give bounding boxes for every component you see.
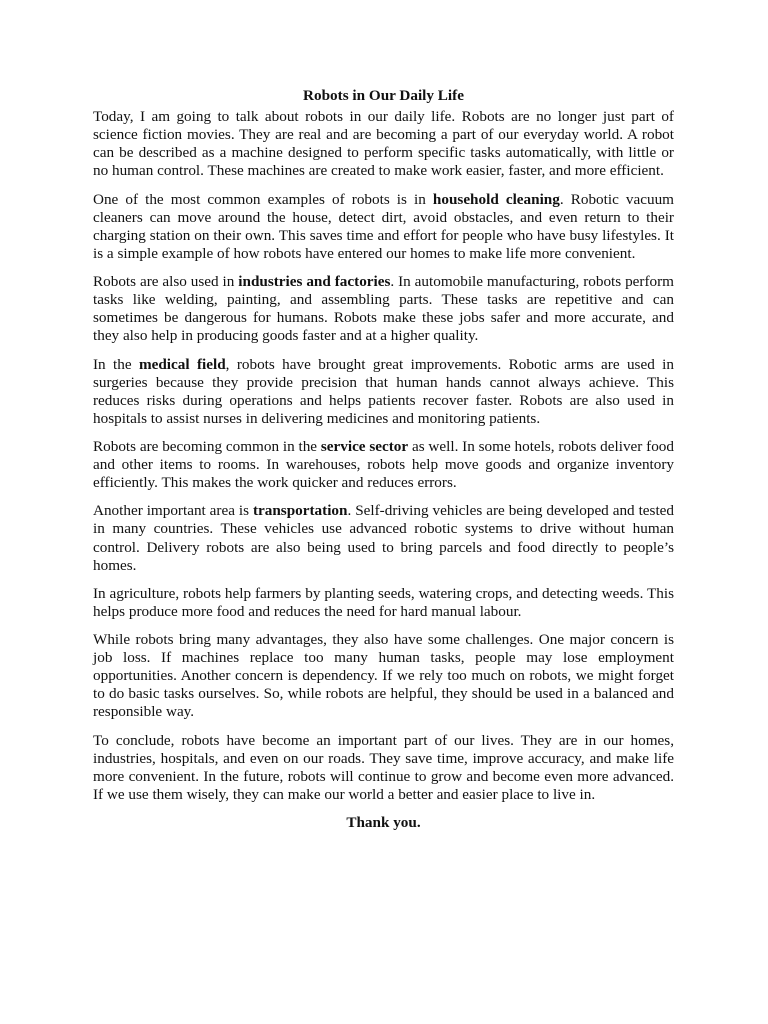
body-paragraph [93, 108, 674, 180]
body-paragraph [93, 191, 674, 263]
closing-line: Thank you. [346, 814, 421, 832]
body-paragraph [93, 356, 674, 428]
paragraph-text: . Robotic vacuum cleaners can move around the house, detect dirt, avoid obstacles, and even return to their charging station on their own. This saves time and effort for people who have busy lifestyles. It is a simple example of how robots have entered our homes to make life more convenient. [93, 190, 674, 262]
paragraph-text: Today, I am going to talk about robots in our daily life. Robots are no longer just part of science fiction movies. They are real and are becoming a part of our everyday world. A robot can be described as a machine designed to perform specific tasks automatically, with little or no human control. These machines are created to make work easier, faster, and more efficient. [93, 108, 674, 180]
body-paragraph [93, 732, 674, 804]
paragraph-text: In the [93, 355, 139, 373]
bold-term: industries and factories [238, 273, 391, 291]
paragraph-text: One of the most common examples of robots is in [93, 190, 433, 208]
paragraph-text: as well. In some hotels, robots deliver food and other items to rooms. In warehouses, robots help move goods and organize inventory efficiently. This makes the work quicker and reduces errors. [93, 437, 674, 492]
bold-term: household cleaning [432, 190, 560, 208]
paragraph-text: . Self-driving vehicles are being developed and tested in many countries. These vehicles use advanced robotic systems to drive without human control. Delivery robots are also being used to bring parcels and food directly to people’s homes. [93, 502, 674, 574]
paragraph-text: While robots bring many advantages, they also have some challenges. One major concern is job loss. If machines replace too many human tasks, people may lose employment opportunities. Another concern is dependency. If we rely too much on robots, we might forget to do basic tasks ourselves. So, while robots are helpful, they should be used in a balanced and responsible way. [93, 631, 674, 721]
document-title: Robots in Our Daily Life [303, 87, 464, 104]
body-paragraph [93, 502, 674, 574]
document-body [93, 87, 674, 832]
paragraph-text: To conclude, robots have become an important part of our lives. They are in our homes, industries, hospitals, and even on our roads. They save time, improve accuracy, and make life more convenient. In the future, robots will continue to grow and become even more advanced. If we use them wisely, they can make our world a better and easier place to live in. [93, 731, 674, 803]
paragraph-text: Another important area is [93, 502, 253, 520]
body-paragraph [93, 438, 674, 492]
paragraph-text: , robots have brought great improvements. Robotic arms are used in surgeries because they provide precision that human hands cannot always achieve. This reduces risks during operations and helps patients recover faster. Robots are also used in hospitals to assist nurses in delivering medicines and monitoring patients. [93, 355, 674, 427]
bold-term: service sector [320, 437, 409, 455]
bold-term: medical field [138, 355, 226, 373]
bold-term: transportation [252, 502, 348, 520]
body-paragraph [93, 631, 674, 721]
paragraph-text: Robots are becoming common in the [93, 437, 321, 455]
body-paragraph [93, 585, 674, 621]
paragraph-text: . In automobile manufacturing, robots perform tasks like welding, painting, and assembling parts. These tasks are repetitive and can sometimes be dangerous for humans. Robots make these jobs safer and more accurate, and they also help in producing goods faster and at a higher quality. [93, 273, 674, 345]
paragraph-list [93, 108, 674, 804]
paragraph-text: Robots are also used in [93, 273, 239, 291]
body-paragraph [93, 273, 674, 345]
paragraph-text: In agriculture, robots help farmers by planting seeds, watering crops, and detecting weeds. This helps produce more food and reduces the need for hard manual labour. [93, 584, 674, 620]
